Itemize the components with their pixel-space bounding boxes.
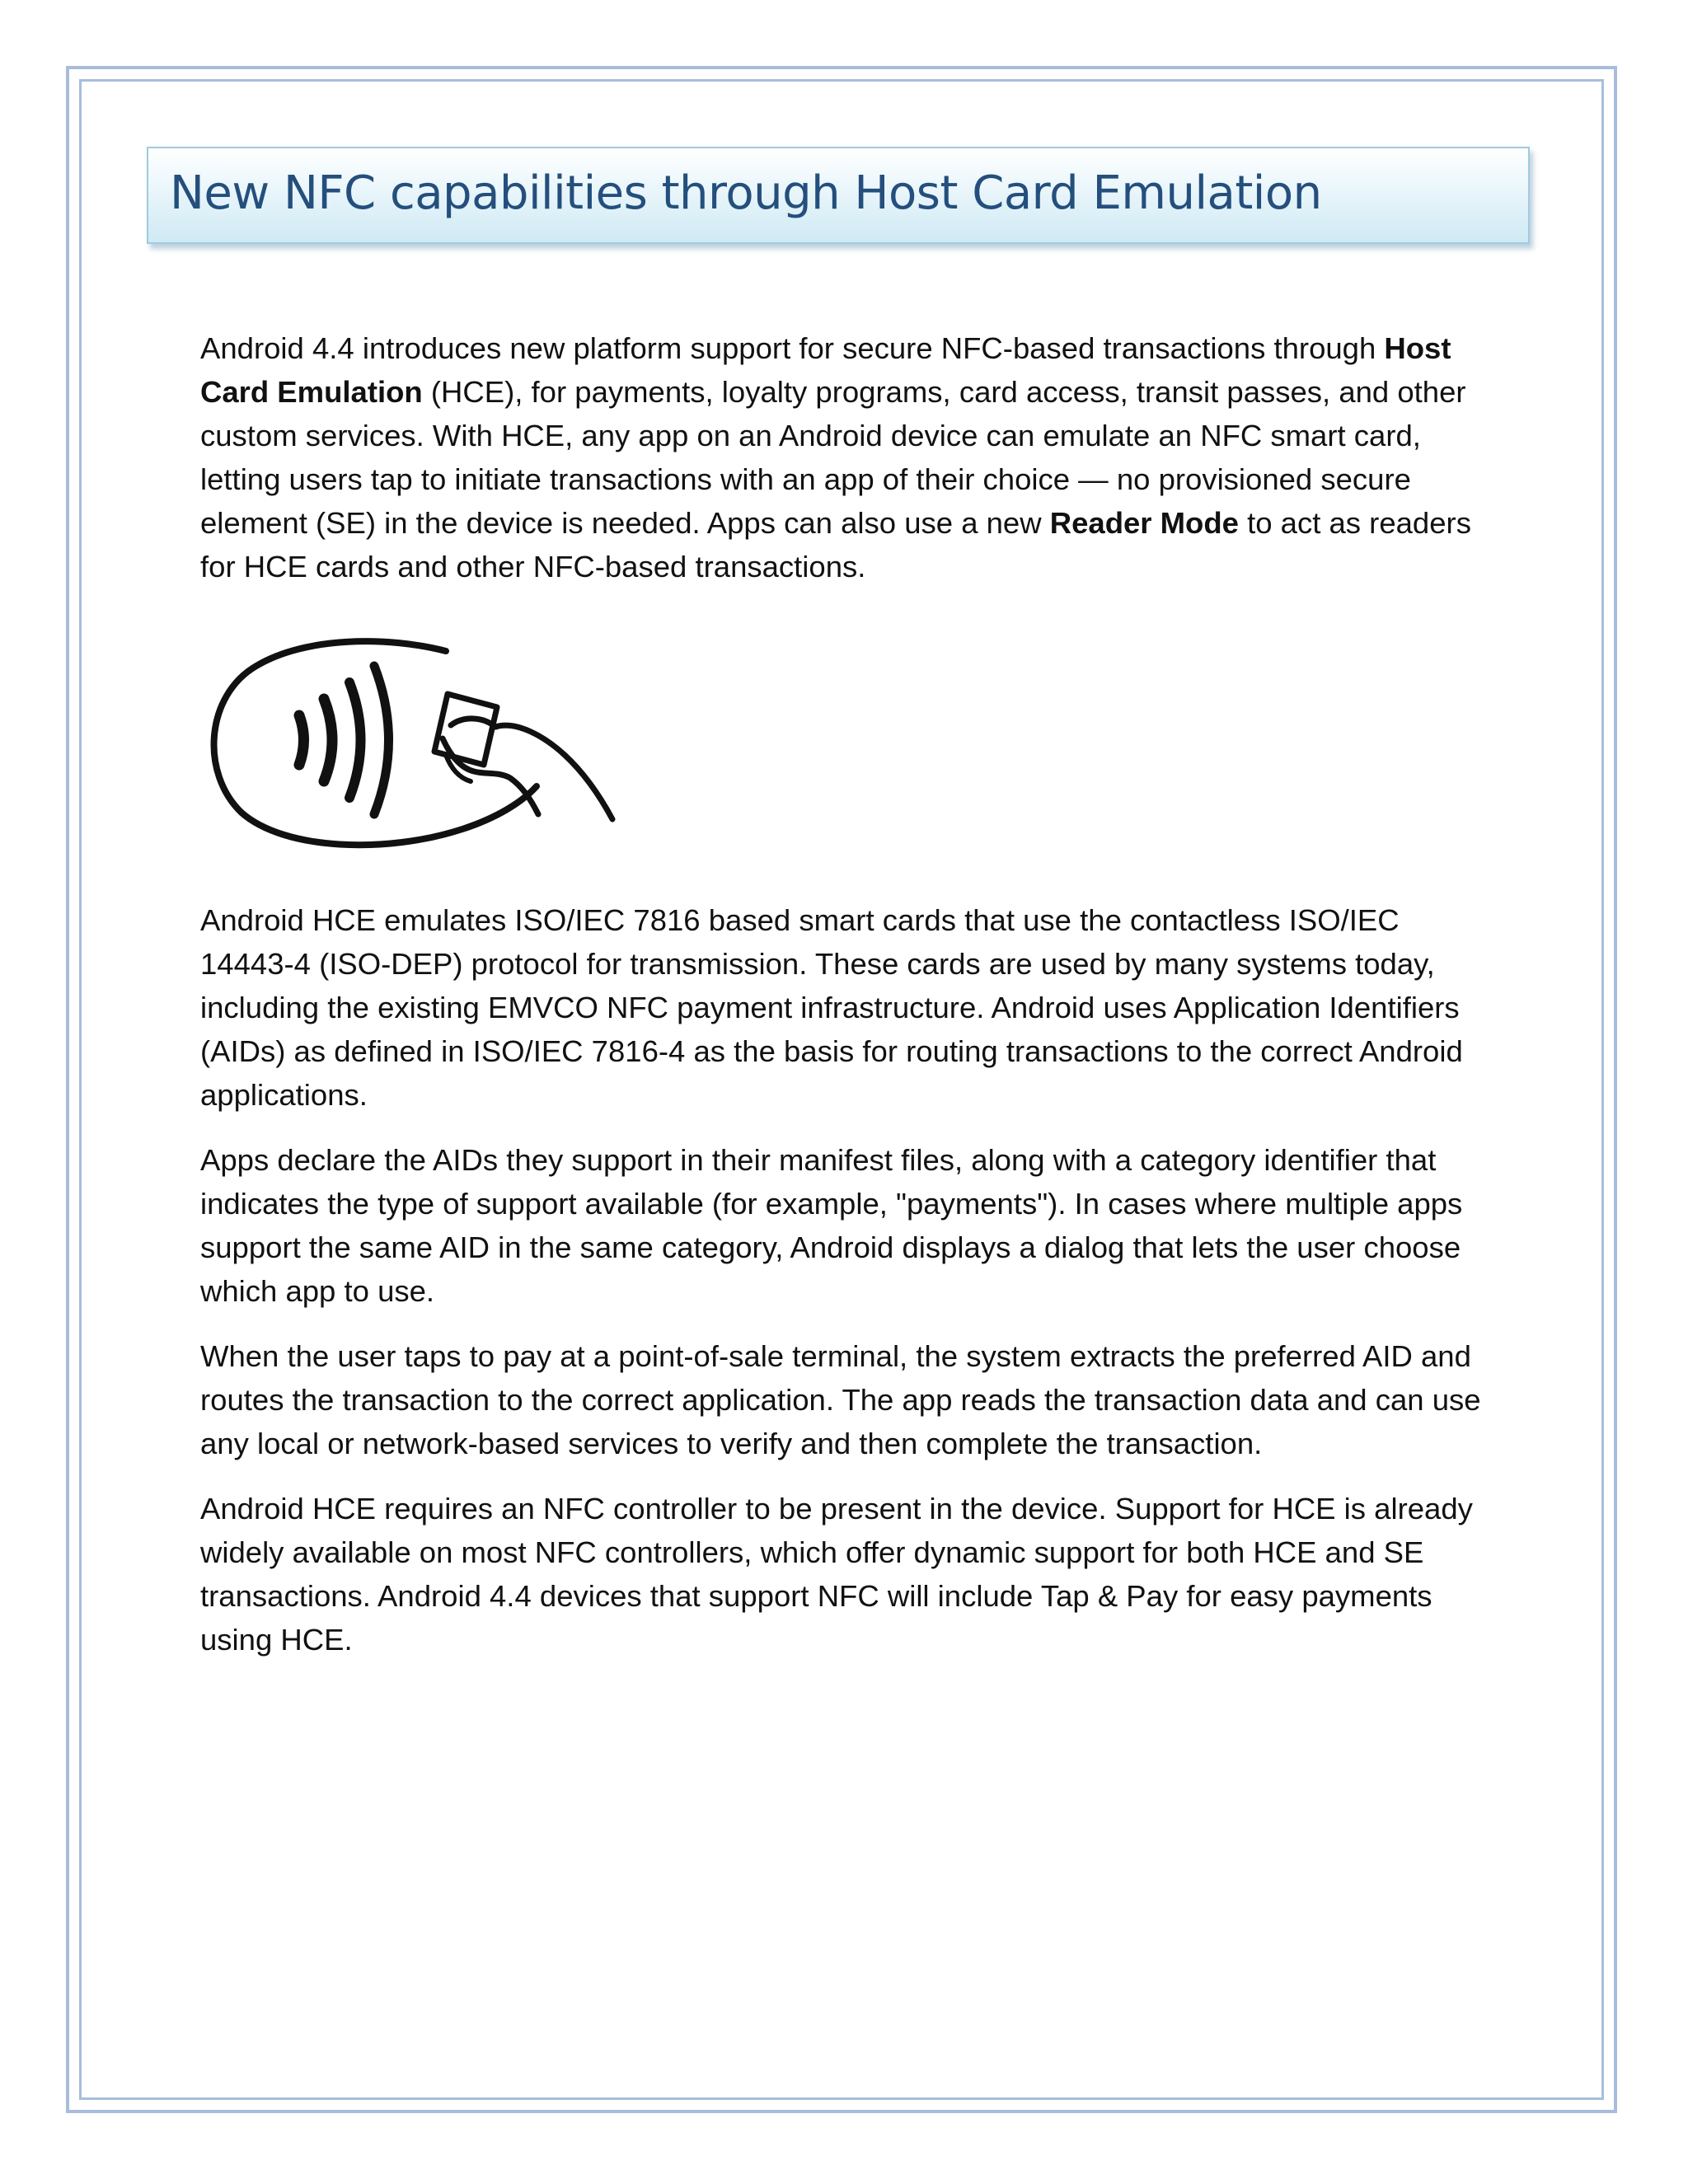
hand-thumb bbox=[451, 719, 495, 727]
title-banner bbox=[147, 147, 1530, 244]
paragraph-payment-flow: When the user taps to pay at a point-of-sale terminal, the system extracts the preferred AID and routes the transaction to the correct application. The app reads the transaction data and can use any local or network-based services to verify and then complete the transaction. bbox=[200, 1339, 1481, 1460]
paragraph-hce-standards: Android HCE emulates ISO/IEC 7816 based smart cards that use the contactless ISO/IEC 14443-4 (ISO-DEP) protocol for transmission. These cards are used by many systems today, including the existing EMVCO NFC payment infrastructure. Android uses Application Identifiers (AIDs) as defined in ISO/IEC 7816-4 as the basis for routing transactions to the correct Android applications. bbox=[200, 903, 1463, 1112]
hce-term: Host Card Emulation bbox=[200, 331, 1451, 409]
reader-mode-term: Reader Mode bbox=[1049, 506, 1239, 540]
paragraph-nfc-controller: Android HCE requires an NFC controller to be present in the device. Support for HCE is already widely available on most NFC controllers, which offer dynamic support for both HCE and SE transactions. Android 4.4 devices that support NFC will include Tap & Pay for easy payments using HCE. bbox=[200, 1492, 1473, 1657]
intro-paragraph bbox=[200, 326, 1494, 588]
intro-text-3: to act as readers for HCE cards and other NFC-based transactions. bbox=[200, 506, 1471, 583]
wave-2 bbox=[324, 699, 332, 781]
paragraph-aid-declaration: Apps declare the AIDs they support in their manifest files, along with a category identifier that indicates the type of support available (for example, "payments"). In cases where multiple apps support the same AID in the same category, Android displays a dialog that lets the user choose which app to use. bbox=[200, 1143, 1463, 1308]
page-title: New NFC capabilities through Host Card Emulation bbox=[170, 166, 1322, 220]
intro-text-1: Android 4.4 introduces new platform support for secure NFC-based transactions through bbox=[200, 331, 1385, 365]
intro-text-2: (HCE), for payments, loyalty programs, card access, transit passes, and other custom services. With HCE, any app on an Android device can emulate an NFC smart card, letting users tap to initiate transactions with an app of their choice — no provisioned secure element (SE) in the device is needed. Apps can also use a new bbox=[200, 375, 1466, 540]
document-body bbox=[200, 326, 1494, 1661]
wave-3 bbox=[349, 682, 361, 798]
wave-4 bbox=[374, 666, 389, 814]
wave-1 bbox=[299, 715, 304, 765]
contactless-payment-icon bbox=[199, 633, 619, 854]
